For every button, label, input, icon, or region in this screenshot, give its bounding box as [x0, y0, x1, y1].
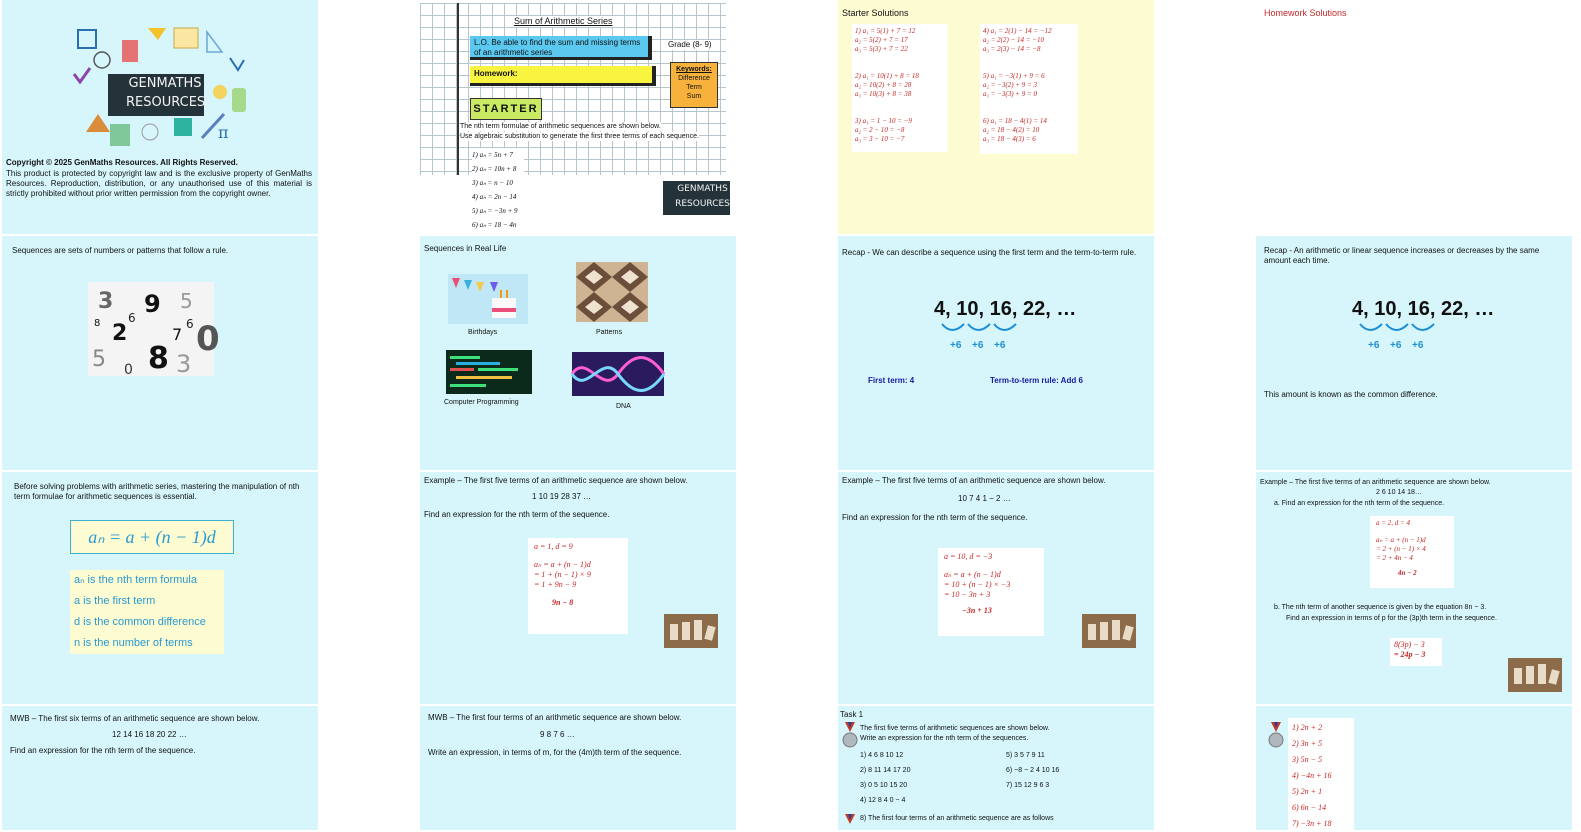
- logo-line-2: RESOURCES: [675, 199, 730, 209]
- formula-intro-text: Before solving problems with arithmetic series, mastering the manipulation of nth term formulae for arithmetic sequences is essential.: [14, 482, 300, 501]
- starter-instruction-1: The nth term formulae of arithmetic sequences are shown below.: [460, 123, 661, 130]
- answer-line: 7) −3n + 18: [1292, 819, 1332, 828]
- working-line: 8(3p) − 3: [1394, 640, 1425, 649]
- definition-line: n is the number of terms: [74, 637, 193, 649]
- starter-item: 3) aₙ = n − 10: [472, 179, 513, 187]
- svg-text:8: 8: [148, 341, 169, 376]
- dominoes-image: [1508, 658, 1562, 692]
- slide-task-1-answers[interactable]: [1256, 706, 1572, 830]
- genmaths-logo: [108, 74, 204, 116]
- working-line: = 1 + (n − 1) × 9: [534, 570, 591, 579]
- working-line: = 10 − 3n + 3: [944, 590, 991, 599]
- solution-line: a₂ = 5(2) + 7 = 17: [855, 36, 908, 44]
- lesson-title: Sum of Arithmetic Series: [514, 16, 613, 26]
- task-line-3: 8) The first four terms of an arithmetic sequence are as follows: [860, 815, 1054, 822]
- common-difference-text: This amount is known as the common difference.: [1264, 390, 1438, 399]
- slide-sequences-intro[interactable]: [2, 236, 318, 470]
- keyword-sum: Sum: [686, 93, 702, 100]
- logo-line-1: GENMATHS: [677, 184, 728, 194]
- keywords-box: [670, 62, 718, 108]
- example-sequence: 1 10 19 28 37 …: [532, 492, 592, 501]
- real-life-title: Sequences in Real Life: [424, 244, 507, 253]
- solution-line: a₃ = 18 − 4(3) = 6: [983, 135, 1036, 143]
- numbers-collage-image: [88, 282, 220, 378]
- mwb-text: MWB – The first six terms of an arithmetic sequence are shown below.: [10, 714, 260, 723]
- solution-line: a₂ = 10(2) + 8 = 28: [855, 81, 912, 89]
- patterns-image: [576, 262, 648, 322]
- task-item: 3) 0 5 10 15 20: [860, 782, 908, 789]
- svg-text:9: 9: [144, 290, 161, 318]
- mwb-question: Write an expression, in terms of m, for the (4m)th term of the sequence.: [428, 748, 682, 757]
- formula-definitions: [70, 570, 224, 654]
- svg-text:5: 5: [180, 289, 193, 313]
- task-item: 5) 3 5 7 9 11: [1006, 752, 1045, 759]
- svg-text:2: 2: [112, 321, 128, 346]
- step-label: +6: [994, 340, 1006, 351]
- slide-sequences-real-life[interactable]: [420, 236, 736, 470]
- homework-solutions-title: Homework Solutions: [1264, 8, 1347, 18]
- solution-line: a₃ = 2(3) − 14 = −8: [983, 45, 1041, 53]
- recap-text: Recap - An arithmetic or linear sequence increases or decreases by the same amount each time.: [1264, 246, 1540, 265]
- nth-term-formula: aₙ = a + (n − 1)d: [70, 520, 234, 554]
- mwb-sequence: 12 14 16 18 20 22 …: [112, 730, 187, 739]
- birthday-cake-image: [448, 274, 528, 324]
- dna-image: [572, 352, 664, 396]
- svg-text:π: π: [218, 123, 229, 142]
- copyright-title: Copyright © 2025 GenMaths Resources. All Rights Reserved.: [6, 158, 238, 167]
- slide-title-copyright[interactable]: [2, 0, 318, 234]
- task-item: 6) −8 − 2 4 10 16: [1006, 767, 1060, 774]
- solution-line: a₂ = 18 − 4(2) = 10: [983, 126, 1040, 134]
- example-intro: Example – The first five terms of an arithmetic sequence are shown below.: [1260, 479, 1491, 486]
- definition-line: aₙ is the nth term formula: [74, 574, 197, 586]
- caption-computer-programming: Computer Programming: [444, 399, 519, 406]
- solution-line: 3) a₁ = 1 − 10 = −9: [855, 117, 912, 125]
- starter-item: 5) aₙ = −3n + 9: [472, 207, 518, 215]
- example-part-b-line2: Find an expression in terms of p for the (3p)th term in the sequence.: [1286, 615, 1497, 622]
- starter-items: [472, 148, 524, 232]
- mwb-sequence: 9 8 7 6 …: [540, 730, 575, 739]
- slide-recap-first-term[interactable]: [838, 236, 1154, 470]
- task-item: 1) 4 6 8 10 12: [860, 752, 904, 759]
- caption-patterns: Patterns: [596, 329, 623, 336]
- working-line: aₙ = a + (n − 1)d: [534, 560, 591, 569]
- working-answer: −3n + 13: [962, 606, 992, 615]
- caption-birthdays: Birthdays: [468, 329, 498, 336]
- grade-label: Grade (8- 9): [668, 40, 712, 49]
- mwb-question: Find an expression for the nth term of the sequence.: [10, 746, 196, 755]
- logo-line-1: GENMATHS: [128, 76, 202, 91]
- starter-instruction-2: Use algebraic substitution to generate the first three terms of each sequence.: [460, 133, 699, 140]
- slide-example-3[interactable]: [1256, 472, 1572, 704]
- example-question: Find an expression for the nth term of the sequence.: [424, 510, 610, 519]
- example-working-box: [938, 548, 1044, 636]
- dominoes-image: [1082, 614, 1136, 648]
- example-question: Find an expression for the nth term of the sequence.: [842, 513, 1028, 522]
- example-working-box-b: [1390, 638, 1442, 666]
- recap-text: Recap - We can describe a sequence using the first term and the term-to-term rule.: [842, 248, 1137, 257]
- task-right-list: [1006, 748, 1059, 793]
- homework-label: Homework:: [470, 66, 656, 86]
- slide-task-1[interactable]: [838, 706, 1154, 830]
- example-intro: Example – The first five terms of an arithmetic sequence are shown below.: [424, 476, 688, 485]
- answer-line: 3) 5n − 5: [1292, 755, 1323, 764]
- answer-line: 2) 3n + 5: [1292, 739, 1323, 748]
- svg-text:0: 0: [124, 362, 133, 378]
- slide-example-1[interactable]: [420, 472, 736, 704]
- slide-example-2[interactable]: [838, 472, 1154, 704]
- slide-lesson-starter[interactable]: [420, 0, 736, 234]
- answer-line: 6) 6n − 14: [1292, 803, 1327, 812]
- solution-line: 5) a₁ = −3(1) + 9 = 6: [983, 72, 1045, 80]
- example-sequence: 10 7 4 1 − 2 …: [958, 494, 1011, 503]
- example-part-a: a. Find an expression for the nth term of the sequence.: [1274, 500, 1445, 507]
- task-title: Task 1: [840, 710, 864, 719]
- slide-mwb-1[interactable]: [2, 706, 318, 830]
- example-sequence: 2 6 10 14 18…: [1376, 489, 1422, 496]
- example-part-b-line1: b. The nth term of another sequence is given by the equation 8n − 3.: [1274, 604, 1487, 611]
- computer-programming-image: [446, 350, 532, 394]
- svg-text:0: 0: [196, 319, 220, 359]
- definition-line: a is the first term: [74, 595, 156, 607]
- task-answers-box: [1288, 718, 1354, 830]
- example-working-box: [528, 538, 628, 634]
- sequence-display: 4, 10, 16, 22, …: [1352, 298, 1495, 320]
- solution-line: 2) a₁ = 10(1) + 8 = 18: [855, 72, 919, 80]
- slide-homework-solutions[interactable]: [1256, 0, 1572, 234]
- grid-vertical-line: [457, 3, 459, 175]
- step-arrows-icon: [1356, 320, 1456, 336]
- medal-icon: [842, 814, 858, 830]
- keyword-term: Term: [686, 84, 702, 91]
- svg-text:6: 6: [186, 317, 194, 331]
- starter-item: 1) aₙ = 5n + 7: [472, 151, 513, 159]
- svg-text:5: 5: [92, 347, 106, 372]
- example-intro: Example – The first five terms of an arithmetic sequence are shown below.: [842, 476, 1106, 485]
- step-label: +6: [1412, 340, 1424, 351]
- genmaths-logo-small: [663, 181, 730, 215]
- copyright-body: This product is protected by copyright law and is the exclusive property of GenMaths Resources. Reproduction, distribution, or any unauthorised use of this material is strictly prohibited without prior written permission from the copyright owner.: [6, 169, 312, 198]
- working-line: a = 1, d = 9: [534, 542, 573, 551]
- working-line: = 2 + 4n − 4: [1376, 554, 1413, 562]
- svg-text:8: 8: [94, 318, 101, 329]
- step-label: +6: [950, 340, 962, 351]
- keywords-title: Keywords:: [676, 66, 712, 73]
- task-item: 2) 8 11 14 17 20: [860, 767, 911, 774]
- solution-line: a₃ = 3 − 10 = −7: [855, 135, 905, 143]
- working-line: = 10 + (n − 1) × −3: [944, 580, 1011, 589]
- task-item: 7) 15 12 9 6 3: [1006, 782, 1050, 789]
- learning-objective: L.O. Be able to find the sum and missing terms of an arithmetic series: [470, 36, 652, 60]
- solution-line: a₂ = −3(2) + 9 = 3: [983, 81, 1037, 89]
- logo-line-2: RESOURCES: [126, 95, 206, 110]
- working-line: aₙ = a + (n − 1)d: [1376, 536, 1426, 544]
- solution-line: a₂ = 2(2) − 14 = −10: [983, 36, 1044, 44]
- caption-dna: DNA: [616, 403, 631, 410]
- medal-icon: [1268, 722, 1284, 750]
- slide-mwb-2[interactable]: [420, 706, 736, 830]
- working-line: = 2 + (n − 1) × 4: [1376, 545, 1426, 553]
- starter-banner: STARTER: [470, 98, 542, 120]
- slide-nth-term-formula[interactable]: [2, 472, 318, 704]
- first-term-label: First term: 4: [868, 376, 915, 385]
- working-line: aₙ = a + (n − 1)d: [944, 570, 1001, 579]
- working-line: a = 10, d = −3: [944, 552, 993, 561]
- svg-text:7: 7: [172, 325, 183, 344]
- answer-line: 1) 2n + 2: [1292, 723, 1323, 732]
- svg-text:6: 6: [128, 311, 136, 325]
- task-line-1: The first five terms of arithmetic sequences are shown below.: [860, 725, 1050, 732]
- working-answer: = 24p − 3: [1394, 650, 1426, 659]
- task-item: 4) 12 8 4 0 − 4: [860, 797, 906, 804]
- solutions-left-box: [852, 24, 948, 152]
- solution-line: a₃ = −3(3) + 9 = 0: [983, 90, 1037, 98]
- example-working-box-a: [1370, 516, 1454, 588]
- working-answer: 4n − 2: [1398, 569, 1417, 577]
- step-label: +6: [1390, 340, 1402, 351]
- step-label: +6: [1368, 340, 1380, 351]
- svg-text:3: 3: [98, 289, 114, 314]
- dominoes-image: [664, 614, 718, 648]
- solutions-right-box: [980, 24, 1078, 154]
- step-label: +6: [972, 340, 984, 351]
- definition-line: d is the common difference: [74, 616, 206, 628]
- starter-item: 2) aₙ = 10n + 8: [472, 165, 517, 173]
- solution-line: 6) a₁ = 18 − 4(1) = 14: [983, 117, 1047, 125]
- slide-starter-solutions[interactable]: [838, 0, 1154, 234]
- working-line: a = 2, d = 4: [1376, 519, 1410, 527]
- slide-recap-common-difference[interactable]: [1256, 236, 1572, 470]
- solution-line: a₃ = 10(3) + 8 = 38: [855, 90, 912, 98]
- mwb-text: MWB – The first four terms of an arithmetic sequence are shown below.: [428, 713, 682, 722]
- solution-line: 4) a₁ = 2(1) − 14 = −12: [983, 27, 1052, 35]
- starter-item: 4) aₙ = 2n − 14: [472, 193, 517, 201]
- starter-solutions-title: Starter Solutions: [842, 8, 909, 18]
- solution-line: a₂ = 2 − 10 = −8: [855, 126, 905, 134]
- answer-line: 4) −4n + 16: [1292, 771, 1332, 780]
- working-answer: 9n − 8: [552, 598, 574, 607]
- task-left-list: [860, 748, 910, 808]
- working-line: = 1 + 9n − 9: [534, 580, 577, 589]
- solution-line: 1) a₁ = 5(1) + 7 = 12: [855, 27, 916, 35]
- keyword-difference: Difference: [678, 75, 710, 82]
- svg-text:3: 3: [176, 350, 192, 378]
- task-line-2: Write an expression for the nth term of the sequences.: [860, 735, 1029, 742]
- sequences-intro-text: Sequences are sets of numbers or patterns that follow a rule.: [12, 246, 229, 255]
- step-arrows-icon: [938, 320, 1038, 336]
- medal-icon: [842, 722, 858, 750]
- solution-line: a₃ = 5(3) + 7 = 22: [855, 45, 908, 53]
- sequence-display: 4, 10, 16, 22, …: [934, 298, 1077, 320]
- term-to-term-label: Term-to-term rule: Add 6: [990, 376, 1083, 385]
- starter-item: 6) aₙ = 18 − 4n: [472, 221, 517, 229]
- answer-line: 5) 2n + 1: [1292, 787, 1323, 796]
